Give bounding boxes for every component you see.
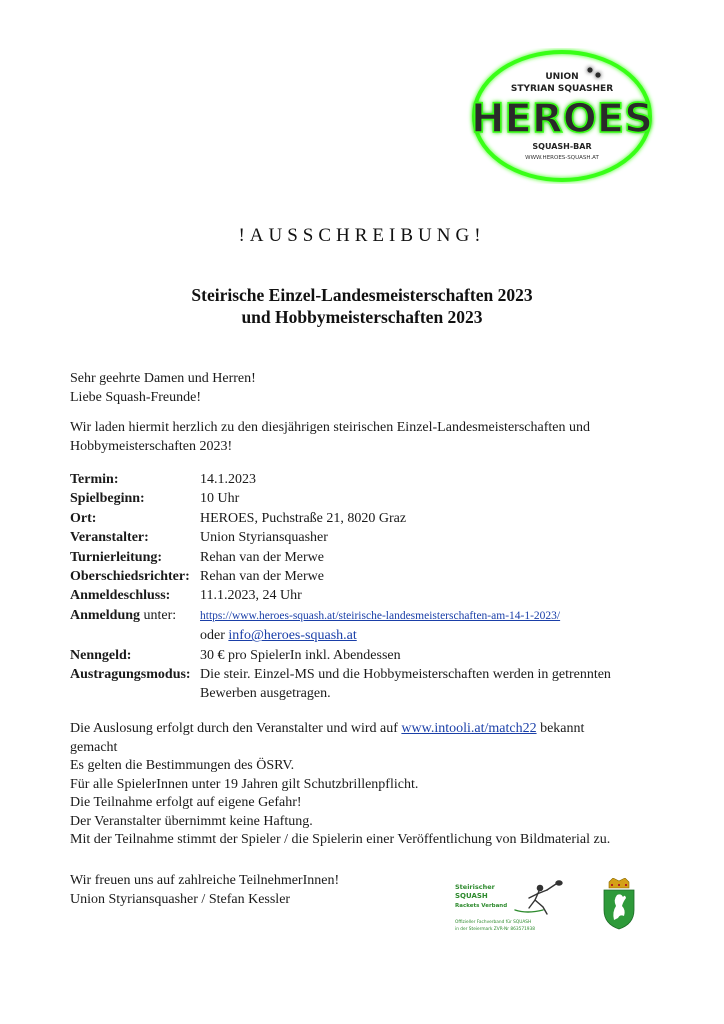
logo-heroes: HEROES: [471, 96, 653, 142]
info-label: Spielbeginn:: [70, 491, 145, 507]
squash-player-icon: [515, 881, 562, 914]
intro-line1: Wir laden hiermit herzlich zu den diesjährigen steirischen Einzel-Landesmeisterschaften und: [70, 420, 590, 435]
info-row-turnierleitung: [70, 548, 630, 567]
greeting-line1: Sehr geehrte Damen und Herren!: [70, 371, 256, 386]
greeting: [70, 370, 256, 407]
rules-line5: Die Teilnahme erfolgt auf eigene Gefahr!: [70, 795, 302, 810]
verband-line1: Steirischer: [455, 883, 495, 891]
info-row-veranstalter: [70, 528, 630, 547]
rules-line2: gemacht: [70, 739, 118, 755]
draw-link[interactable]: www.intooli.at/match22: [401, 721, 537, 736]
info-value-oberschiedsrichter: Rehan van der Merwe: [200, 569, 325, 585]
info-value-spielbeginn: 10 Uhr: [200, 491, 240, 507]
info-label: Veranstalter:: [70, 530, 149, 546]
rules-line7: Mit der Teilnahme stimmt der Spieler / die Spielerin einer Veröffentlichung von Bildmaterial zu.: [70, 832, 611, 847]
info-label: Oberschiedsrichter:: [70, 569, 190, 585]
info-row-oberschiedsrichter: [70, 567, 630, 586]
styrian-panther-icon: [604, 878, 634, 929]
info-row-spielbeginn: [70, 489, 630, 508]
info-row-termin: [70, 470, 630, 489]
logo-url: WWW.HEROES-SQUASH.AT: [525, 155, 599, 161]
info-row-nenngeld: [70, 646, 630, 665]
intro-paragraph: [70, 419, 590, 456]
info-row-anmeldeschluss: [70, 586, 630, 605]
rules-paragraph: [70, 720, 610, 850]
info-row-modus: [70, 665, 630, 704]
info-label: Turnierleitung:: [70, 549, 163, 565]
event-title: [0, 284, 724, 328]
rules-line1: Die Auslosung erfolgt durch den Veranstalter und wird auf: [70, 721, 402, 736]
info-label-suffix: unter:: [140, 607, 177, 623]
rules-line4: Für alle SpielerInnen unter 19 Jahren gilt Schutzbrillenpflicht.: [70, 776, 419, 792]
logo-dot: [587, 67, 592, 72]
page-heading: !AUSSCHREIBUNG!: [238, 225, 486, 246]
info-label: Anmeldeschluss:: [70, 588, 171, 604]
logo-styrian: STYRIAN SQUASHER: [510, 84, 614, 94]
info-value-turnierleitung: Rehan van der Merwe: [200, 549, 325, 565]
closing: [70, 872, 339, 909]
event-info-table: [70, 470, 630, 704]
verband-line5: in der Steiermark ZVR-Nr 863571938: [455, 927, 536, 932]
info-oder: oder: [200, 628, 229, 644]
rules-line1-end: bekannt: [536, 721, 585, 736]
info-label: Termin:: [70, 472, 119, 487]
verband-line2: SQUASH: [455, 892, 488, 900]
info-label: Austragungsmodus:: [70, 667, 191, 683]
info-label: Ort:: [70, 510, 97, 526]
info-value-nenngeld: 30 € pro SpielerIn inkl. Abendessen: [200, 647, 401, 663]
greeting-line2: Liebe Squash-Freunde!: [70, 389, 202, 405]
logo-union: UNION: [545, 72, 579, 82]
verband-line3: Rackets Verband: [455, 903, 508, 909]
closing-line1: Wir freuen uns auf zahlreiche TeilnehmerInnen!: [70, 873, 340, 888]
rules-line6: Der Veranstalter übernimmt keine Haftung.: [70, 813, 313, 829]
email-link[interactable]: info@heroes-squash.at: [228, 628, 357, 644]
info-value-anmeldeschluss: 11.1.2023, 24 Uhr: [200, 588, 302, 604]
logo-squashbar: SQUASH-BAR: [532, 142, 592, 151]
heroes-logo: [462, 48, 662, 184]
intro-line2: Hobbymeisterschaften 2023!: [70, 438, 233, 454]
info-value-veranstalter: Union Styriansquasher: [200, 530, 328, 546]
info-label: Nenngeld:: [70, 647, 132, 663]
info-row-anmeldung: [70, 606, 630, 646]
rules-line3: Es gelten die Bestimmungen des ÖSRV.: [70, 758, 295, 773]
info-value-ort: HEROES, Puchstraße 21, 8020 Graz: [200, 510, 407, 526]
squash-verband-logo: [455, 880, 575, 935]
info-row-ort: [70, 509, 630, 528]
event-title-line1: Steirische Einzel-Landesmeisterschaften 2023: [191, 285, 533, 305]
coat-of-arms: [603, 878, 635, 930]
verband-line4: Offizieller Fachverband für SQUASH: [455, 920, 532, 925]
info-value-termin: 14.1.2023: [200, 472, 256, 487]
info-value-modus: Die steir. Einzel-MS und die Hobbymeisterschaften werden in getrennten Bewerben ausgetragen.: [200, 667, 611, 702]
closing-line2: Union Styriansquasher / Stefan Kessler: [70, 891, 291, 907]
logo-dot: [595, 72, 600, 77]
info-label: Anmeldung: [70, 607, 141, 623]
event-title-line2: und Hobbymeisterschaften 2023: [241, 307, 483, 327]
registration-link[interactable]: https://www.heroes-squash.at/steirische-landesmeisterschaften-am-14-1-2023/: [200, 609, 561, 622]
